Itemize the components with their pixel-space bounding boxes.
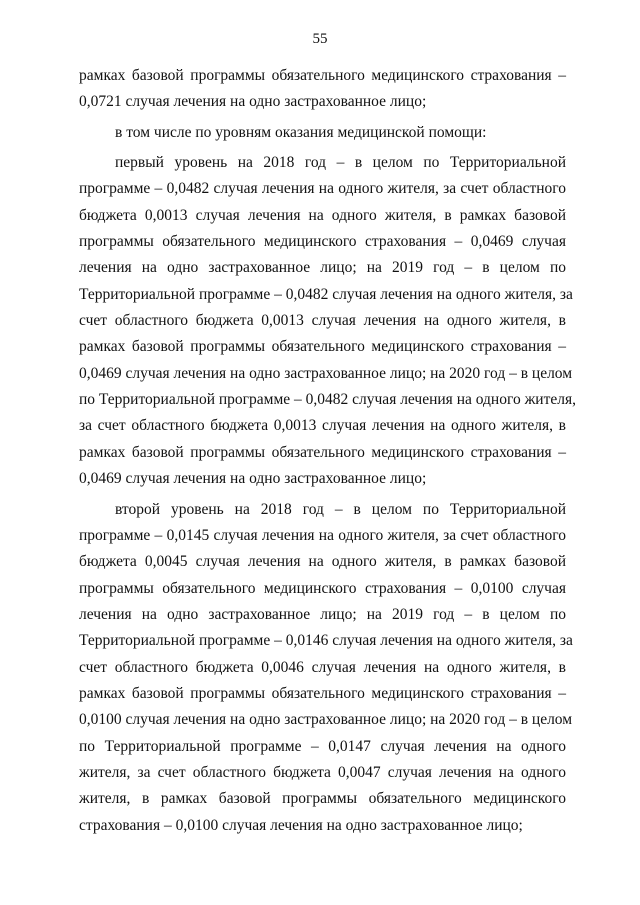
text-line: по Территориальной программе – 0,0147 случая лечения на одного [79,737,566,755]
text-line: 0,0721 случая лечения на одно застрахованное лицо; [79,93,427,111]
text-line: счет областного бюджета 0,0013 случая лечения на одного жителя, в [79,312,566,330]
text-line: программе – 0,0145 случая лечения на одного жителя, за счет областного [79,526,566,544]
text-line: в том числе по уровням оказания медицинской помощи: [115,123,487,141]
text-line: 0,0469 случая лечения на одно застрахованное лицо; [79,470,427,488]
paragraph [79,63,566,116]
text-line: второй уровень на 2018 год – в целом по Территориальной [115,500,566,518]
text-line: рамках базовой программы обязательного медицинского страхования – [79,684,566,702]
text-line: рамках базовой программы обязательного медицинского страхования – [79,338,566,356]
text-line: 0,0469 случая лечения на одно застрахованное лицо; на 2020 год – в целом [79,364,573,382]
text-line: первый уровень на 2018 год – в целом по Территориальной [115,154,566,172]
text-line: счет областного бюджета 0,0046 случая лечения на одного жителя, в [79,658,566,676]
paragraph [79,150,576,492]
text-line: программы обязательного медицинского страхования – 0,0469 случая [79,233,566,251]
text-line: 0,0100 случая лечения на одно застрахованное лицо; на 2020 год – в целом [79,711,573,729]
text-line: бюджета 0,0045 случая лечения на одного жителя, в рамках базовой [79,553,566,571]
text-line: лечения на одно застрахованное лицо; на 2019 год – в целом по [79,605,566,623]
text-line: рамках базовой программы обязательного медицинского страхования – [79,443,566,461]
text-line: за счет областного бюджета 0,0013 случая лечения на одного жителя, в [79,417,566,435]
text-line: программы обязательного медицинского страхования – 0,0100 случая [79,579,566,597]
page-number: 55 [312,31,328,47]
text-line: бюджета 0,0013 случая лечения на одного жителя, в рамках базовой [79,206,566,224]
text-line: жителя, в рамках базовой программы обязательного медицинского [79,790,566,808]
text-line: рамках базовой программы обязательного медицинского страхования – [79,67,566,84]
text-line: жителя, за счет областного бюджета 0,0047 случая лечения на одного [79,763,566,781]
text-line: страхования – 0,0100 случая лечения на одно застрахованное лицо; [79,816,523,834]
paragraph [79,120,566,146]
text-line: программе – 0,0482 случая лечения на одного жителя, за счет областного [79,180,566,198]
text-line: Территориальной программе – 0,0482 случая лечения на одного жителя, за [79,285,573,303]
paragraph [79,497,573,839]
text-line: лечения на одно застрахованное лицо; на 2019 год – в целом по [79,259,566,277]
text-line: по Территориальной программе – 0,0482 случая лечения на одного жителя, [79,391,576,409]
text-line: Территориальной программе – 0,0146 случая лечения на одного жителя, за [79,632,573,650]
document-body [79,63,576,839]
